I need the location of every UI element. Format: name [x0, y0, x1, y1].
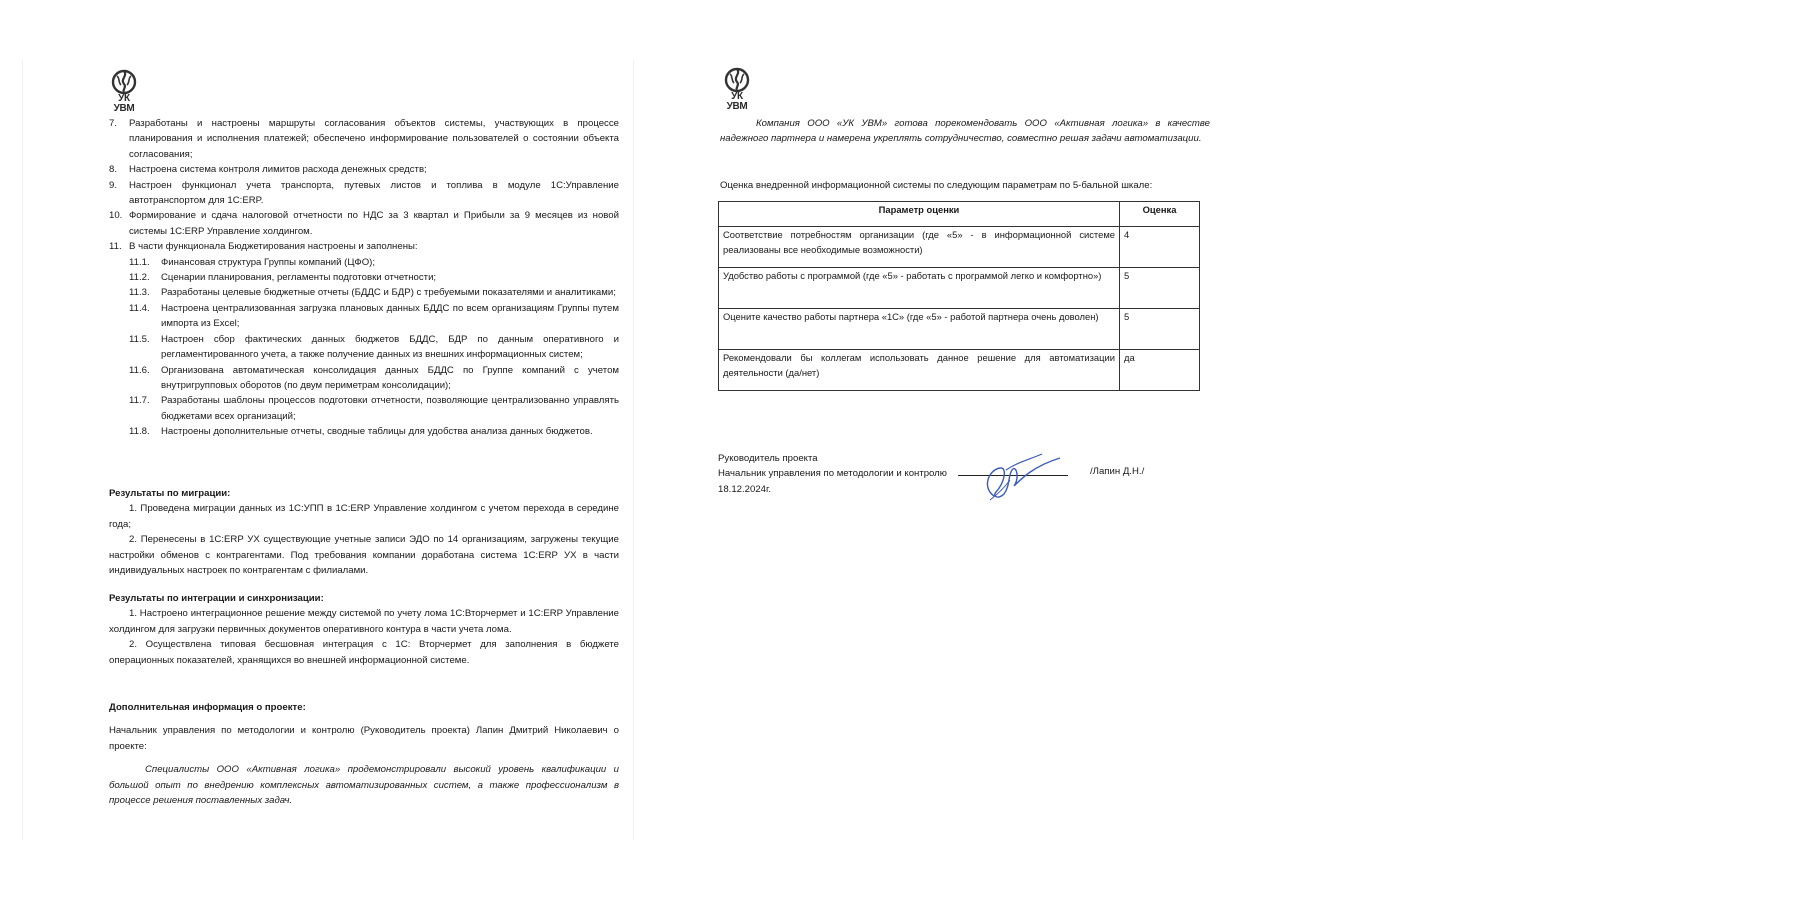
sub-list-item: 11.1. Финансовая структура Группы компаний (ЦФО); — [129, 256, 376, 268]
section-heading: Результаты по интеграции и синхронизации: — [109, 593, 324, 604]
handwritten-signature — [964, 448, 1074, 509]
paragraph: 2. Перенесены в 1С:ERP УХ существующие учетные записи ЭДО по 14 организациям, загружены текущие настройки обменов с контрагентами. Под требования компании доработана система 1С:ERP УХ в части индивидуальных настроек по контрагентам с филиалами. — [109, 534, 619, 577]
signature-block — [718, 451, 968, 497]
section-heading: Дополнительная информация о проекте: — [109, 702, 306, 713]
signer-role: Руководитель проекта — [718, 453, 818, 464]
list-item: 10. Формирование и сдача налоговой отчетности по НДС за 3 квартал и Прибыли за 9 месяцев из новой системы 1С:ERP Управление холдингом. — [109, 210, 619, 237]
list-item: 9. Настроен функционал учета транспорта, путевых листов и топлива в модуле 1С:Управление автотранспортом для 1С:ERP. — [109, 179, 619, 207]
document-page-right — [686, 60, 1246, 840]
sub-list-item: 11.5. Настроен сбор фактических данных бюджетов БДДС, БДР по данным оперативного и регламентированного учета, а также получение данных из внешних информационных систем; — [129, 333, 619, 361]
logo-emblem-icon — [107, 68, 141, 94]
table-row — [719, 350, 1200, 391]
results-list — [109, 116, 619, 440]
paragraph: 1. Проведена миграции данных из 1С:УПП в 1С:ERP Управление холдингом с учетом перехода в середине года; — [109, 503, 619, 530]
company-logo — [107, 68, 141, 116]
sub-list-item: 11.8. Настроены дополнительные отчеты, сводные таблицы для удобства анализа данных бюджетов. — [129, 426, 593, 438]
parameter-cell: Соответствие потребностям организации (где «5» - в информационной системе реализованы все необходимые возможности) — [719, 227, 1120, 268]
sub-list-item: 11.4. Настроена централизованная загрузка плановых данных БДДС по всем организациям Группы путем импорта из Excel; — [129, 302, 619, 330]
signer-name: /Лапин Д.Н./ — [1090, 466, 1145, 477]
logo-line-1: УК — [118, 93, 130, 104]
list-item: 11. В части функционала Бюджетирования настроены и заполнены: — [109, 241, 418, 253]
migration-section — [109, 486, 619, 578]
list-item: 8. Настроена система контроля лимитов расхода денежных средств; — [109, 164, 427, 176]
table-row — [719, 309, 1200, 350]
parameter-cell: Рекомендовали бы коллегам использовать данное решение для автоматизации деятельности (да/нет) — [719, 350, 1120, 391]
sub-list-item: 11.6. Организована автоматическая консолидация данных БДДС по Группе компаний с учетом внутригрупповых оборотов (по двум периметрам консолидации); — [129, 364, 619, 391]
sub-list-item: 11.3. Разработаны целевые бюджетные отчеты (БДДС и БДР) с требуемыми показателями и аналитиками; — [129, 287, 616, 299]
column-header-score: Оценка — [1120, 202, 1200, 227]
section-heading: Результаты по миграции: — [109, 488, 231, 499]
table-header-row — [719, 202, 1200, 227]
scale-caption: Оценка внедренной информационной системы по следующим параметрам по 5-бальной шкале: — [720, 180, 1153, 191]
additional-info-section — [109, 700, 619, 808]
signer-position: Начальник управления по методологии и контролю — [718, 468, 947, 480]
recommendation-paragraph: Компания ООО «УК УВМ» готова порекомендовать ООО «Активная логика» в качестве надежного партнера и намерена укреплять сотрудничество, совместно решая задачи автоматизации. — [720, 118, 1210, 145]
sub-list-item: 11.2. Сценарии планирования, регламенты подготовки отчетности; — [129, 272, 437, 284]
integration-section — [109, 591, 619, 668]
logo-line-2: УВМ — [113, 103, 135, 114]
document-page-left — [22, 60, 634, 840]
testimonial-paragraph: Специалисты ООО «Активная логика» продемонстрировали высокий уровень квалификации и большой опыт по внедрению комплексных автоматизированных систем, а также профессионализм в процессе решения поставленных задач. — [109, 764, 619, 807]
parameter-cell: Удобство работы с программой (где «5» - работать с программой легко и комфортно») — [719, 268, 1120, 309]
logo-line-2: УВМ — [726, 101, 748, 112]
parameter-cell: Оцените качество работы партнера «1С» (где «5» - работой партнера очень доволен) — [719, 309, 1120, 350]
company-logo — [720, 66, 754, 114]
list-item: 7. Разработаны и настроены маршруты согласования объектов системы, участвующих в процессе планирования и исполнения платежей; обеспечено информирование пользователей о состоянии объекта согласования; — [109, 118, 619, 160]
logo-emblem-icon — [720, 66, 754, 92]
score-cell: да — [1120, 350, 1200, 391]
logo-line-1: УК — [731, 91, 743, 102]
evaluation-table — [718, 201, 1200, 391]
paragraph: 1. Настроено интеграционное решение между системой по учету лома 1С:Вторчермет и 1С:ERP Управление холдингом для загрузки первичных документов оперативного контура в части учета лома. — [109, 608, 619, 635]
signature-date: 18.12.2024г. — [718, 483, 772, 495]
table-row — [719, 227, 1200, 268]
paragraph: 2. Осуществлена типовая бесшовная интеграция с 1С: Вторчермет для заполнения в бюджете операционных показателей, хранящихся во внешней информационной системе. — [109, 639, 619, 666]
sub-list-item: 11.7. Разработаны шаблоны процессов подготовки отчетности, позволяющие централизованно управлять бюджетами всех организаций; — [129, 395, 619, 422]
score-cell: 5 — [1120, 309, 1200, 350]
table-row — [719, 268, 1200, 309]
score-cell: 4 — [1120, 227, 1200, 268]
score-cell: 5 — [1120, 268, 1200, 309]
paragraph: Начальник управления по методологии и контролю (Руководитель проекта) Лапин Дмитрий Николаевич о проекте: — [109, 725, 619, 752]
column-header-parameter: Параметр оценки — [719, 202, 1120, 227]
